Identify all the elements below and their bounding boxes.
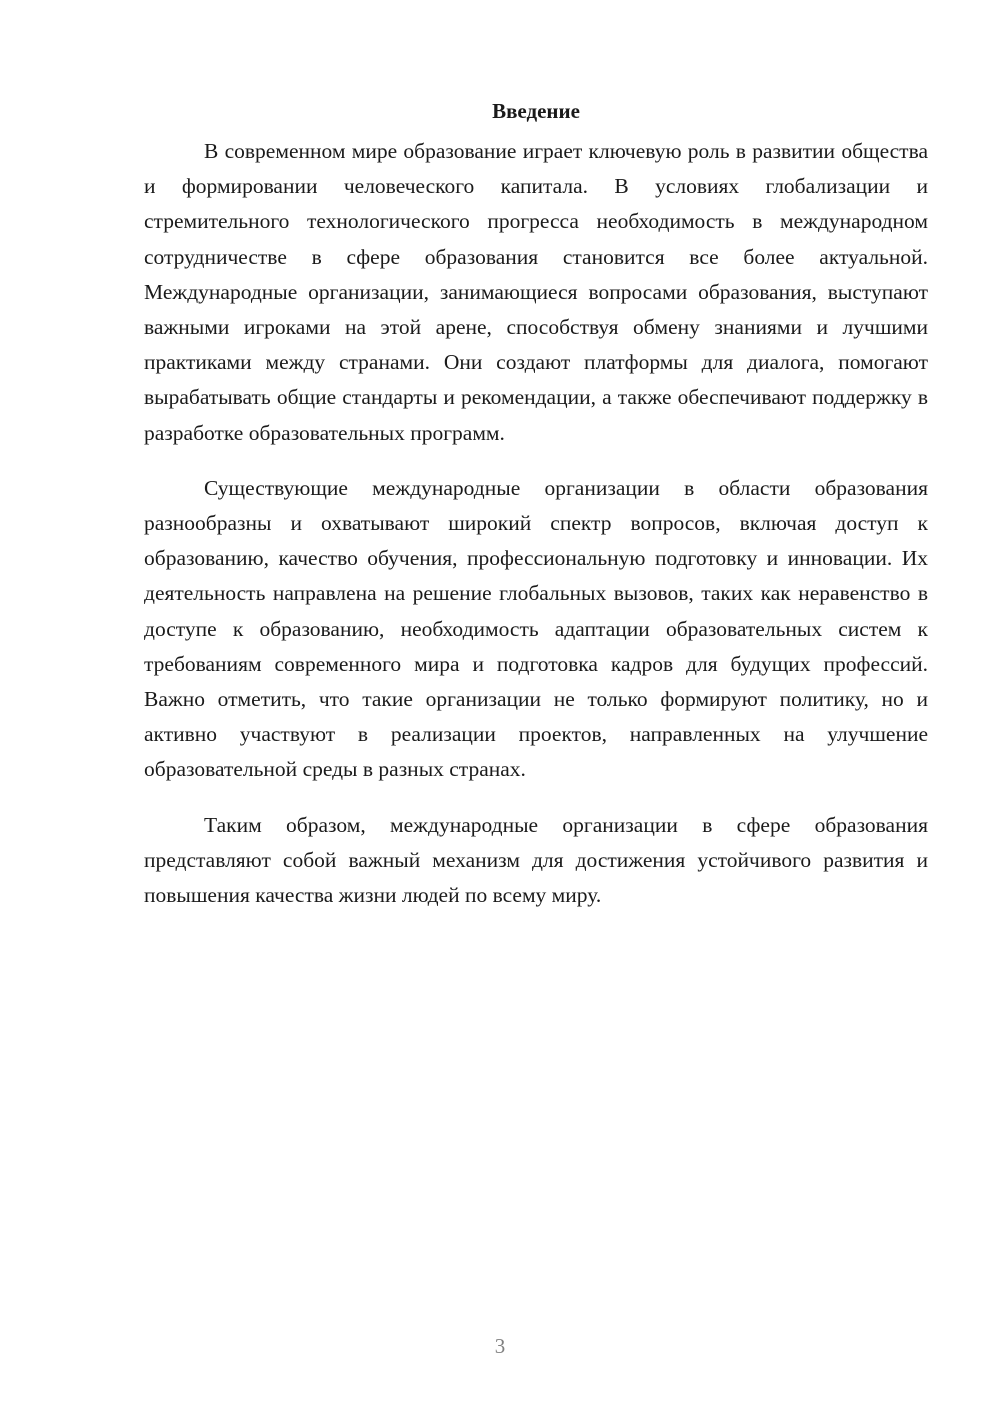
paragraph-2: Существующие международные организации в области образования разнообразны и охватывают широкий спектр вопросов, включая доступ к образованию, качество обучения, профессиональную подготовку и инновации. Их деятельность направлена на решение глобальных вызовов, таких как неравенство в доступе к образованию, необходимость адаптации образовательных систем к требованиям современного мира и подготовка кадров для будущих профессий. Важно отметить, что такие организации не только формируют политику, но и активно участвуют в реализации проектов, направленных на улучшение образовательной среды в разных странах. bbox=[144, 475, 928, 782]
paragraph-3: Таким образом, международные организации в сфере образования представляют собой важный механизм для достижения устойчивого развития и повышения качества жизни людей по всему миру. bbox=[144, 812, 928, 908]
section-heading: Введение bbox=[492, 99, 580, 123]
page-body bbox=[144, 96, 928, 933]
paragraph-1: В современном мире образование играет ключевую роль в развитии общества и формировании человеческого капитала. В условиях глобализации и стремительного технологического прогресса необходимость в международном сотрудничестве в сфере образования становится все более актуальной. Международные организации, занимающиеся вопросами образования, выступают важными игроками на этой арене, способствуя обмену знаниями и лучшими практиками между странами. Они создают платформы для диалога, помогают вырабатывать общие стандарты и рекомендации, а также обеспечивают поддержку в разработке образовательных программ. bbox=[144, 139, 928, 445]
page-number: 3 bbox=[494, 1334, 506, 1358]
